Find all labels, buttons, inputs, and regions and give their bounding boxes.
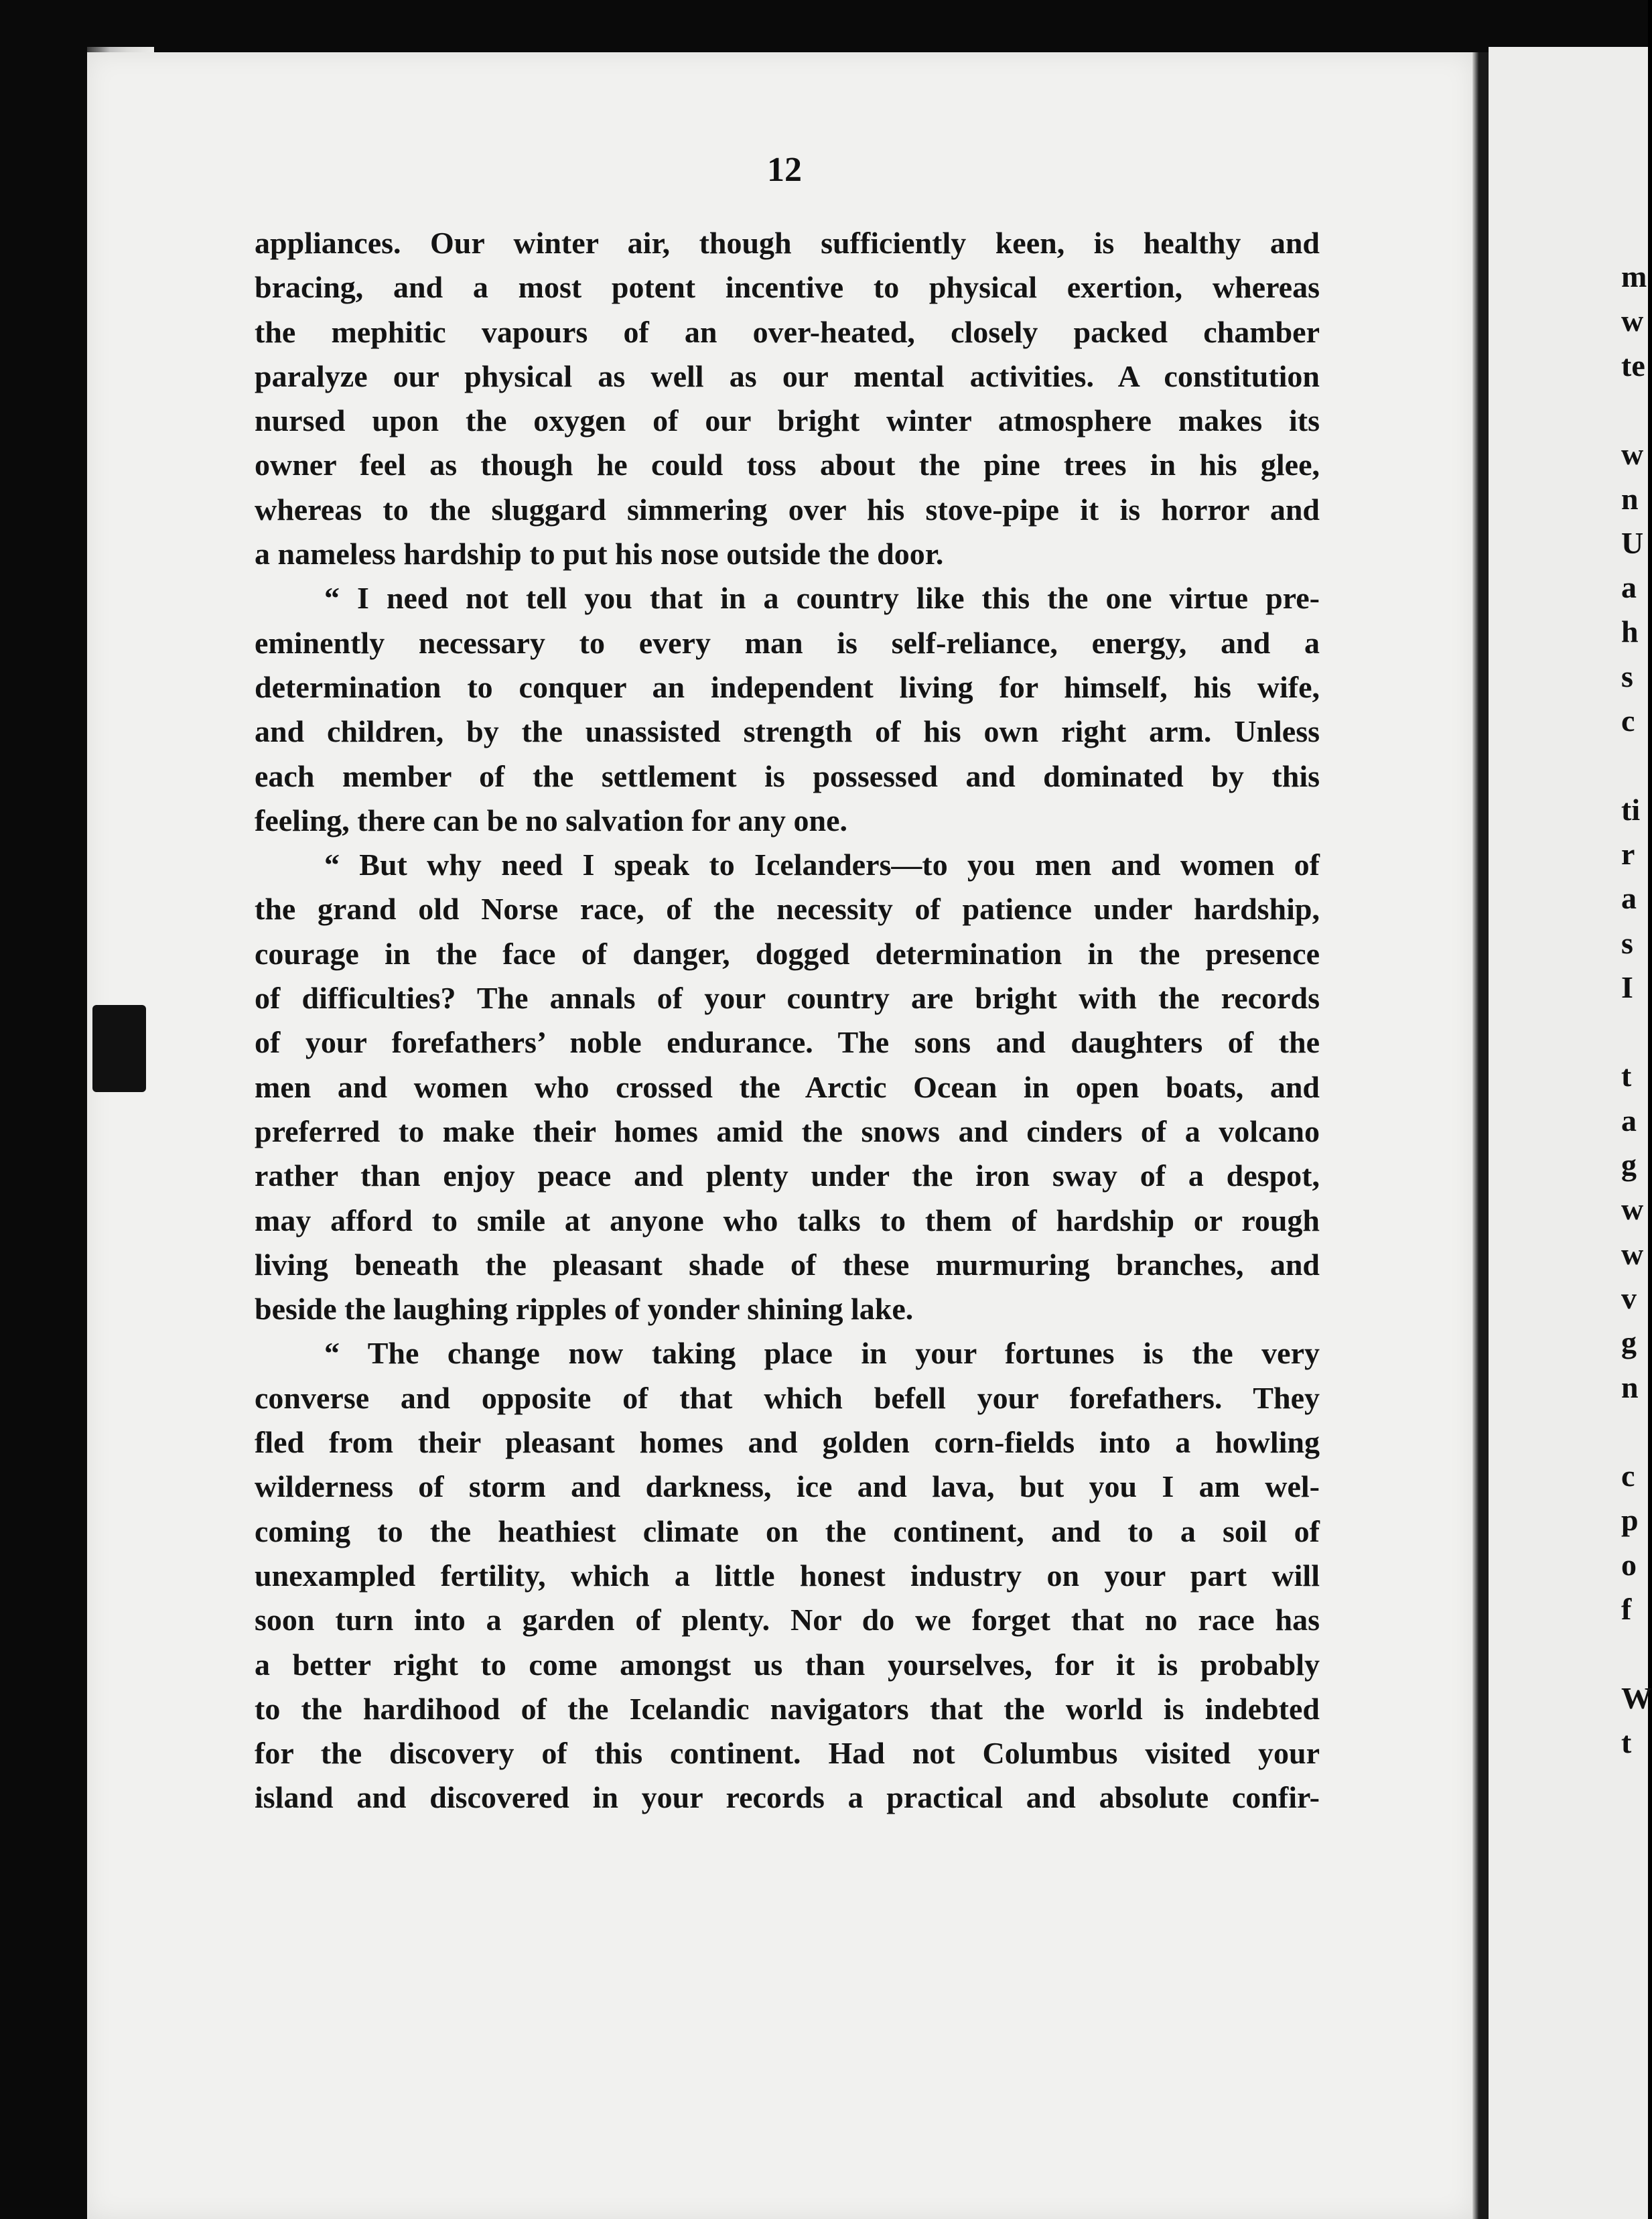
page-number: 12 [767, 151, 802, 189]
text-line: unexampled fertility, which a little honest industry on your part will [255, 1558, 1320, 1593]
page-gutter [1472, 52, 1489, 2219]
text-line: rather than enjoy peace and plenty under the iron sway of a despot, [255, 1158, 1320, 1193]
facing-page-fragment: f [1621, 1592, 1632, 1626]
facing-page-fragment: t [1621, 1059, 1632, 1093]
text-line: and children, by the unassisted strength of his own right arm. Unless [255, 714, 1320, 749]
text-line: the grand old Norse race, of the necessity of patience under hardship, [255, 892, 1320, 927]
text-line: men and women who crossed the Arctic Ocean in open boats, and [255, 1069, 1320, 1104]
text-line: nursed upon the oxygen of our bright winter atmosphere makes its [255, 403, 1320, 438]
text-line: determination to conquer an independent living for himself, his wife, [255, 669, 1320, 704]
facing-page-fragment: g [1621, 1148, 1637, 1182]
text-line: “ The change now taking place in your fortunes is the very [324, 1336, 1320, 1371]
body-text [255, 221, 1320, 1820]
text-line: island and discovered in your records a practical and absolute confir- [255, 1780, 1320, 1815]
facing-page-fragment: p [1621, 1503, 1639, 1538]
text-line: soon turn into a garden of plenty. Nor do we forget that no race has [255, 1603, 1320, 1637]
facing-page-fragment: m [1621, 259, 1647, 293]
text-line: for the discovery of this continent. Had not Columbus visited your [255, 1736, 1320, 1771]
text-line: “ I need not tell you that in a country like this the one virtue pre- [324, 581, 1320, 616]
text-line: fled from their pleasant homes and golden corn-fields into a howling [255, 1425, 1320, 1460]
facing-page-fragment: g [1621, 1325, 1637, 1360]
facing-page-fragment: w [1621, 1236, 1644, 1271]
facing-page-fragment: w [1621, 1192, 1644, 1227]
text-line: owner feel as though he could toss about the pine trees in his glee, [255, 448, 1320, 482]
facing-page-fragment: t [1621, 1725, 1632, 1759]
text-line: living beneath the pleasant shade of these murmuring branches, and [255, 1247, 1320, 1282]
text-line: eminently necessary to every man is self-reliance, energy, and a [255, 625, 1320, 660]
text-line: to the hardihood of the Icelandic navigators that the world is indebted [255, 1691, 1320, 1726]
facing-page-fragment: I [1621, 969, 1633, 1004]
facing-page-fragment: te [1621, 348, 1645, 383]
text-line: courage in the face of danger, dogged determination in the presence [255, 936, 1320, 971]
text-line: of your forefathers’ noble endurance. The sons and daughters of the [255, 1025, 1320, 1060]
facing-page-fragment: s [1621, 925, 1633, 960]
text-line: bracing, and a most potent incentive to physical exertion, whereas [255, 270, 1320, 305]
facing-page-fragment: a [1621, 570, 1637, 605]
text-line: “ But why need I speak to Icelanders—to you men and women of [324, 848, 1320, 882]
facing-page-fragment: c [1621, 1459, 1635, 1493]
facing-page-fragment: U [1621, 525, 1644, 560]
facing-page-fragment: s [1621, 659, 1633, 693]
facing-page-fragment: r [1621, 836, 1635, 871]
text-line: appliances. Our winter air, though sufficiently keen, is healthy and [255, 226, 1320, 260]
text-line: paralyze our physical as well as our mental activities. A constitution [255, 358, 1320, 393]
facing-page-fragment: w [1621, 437, 1644, 472]
binding-clip [92, 1005, 146, 1092]
facing-page-fragment: o [1621, 1547, 1637, 1582]
text-line: feeling, there can be no salvation for any one. [255, 803, 848, 837]
facing-page-fragment: ti [1621, 792, 1641, 827]
facing-page-fragment: n [1621, 1369, 1639, 1404]
text-line: converse and opposite of that which befell your forefathers. They [255, 1380, 1320, 1415]
facing-page-fragment: w [1621, 304, 1644, 338]
facing-page-fragment: a [1621, 1103, 1637, 1138]
text-line: preferred to make their homes amid the snows and cinders of a volcano [255, 1114, 1320, 1148]
text-line: beside the laughing ripples of yonder shining lake. [255, 1292, 914, 1327]
facing-page-fragment: h [1621, 614, 1639, 649]
facing-page-fragment: n [1621, 481, 1639, 516]
text-line: coming to the heathiest climate on the continent, and to a soil of [255, 1514, 1320, 1548]
text-line: whereas to the sluggard simmering over his stove-pipe it is horror and [255, 492, 1320, 527]
text-line: each member of the settlement is possessed and dominated by this [255, 758, 1320, 793]
facing-page-fragment: v [1621, 1280, 1637, 1315]
facing-page-fragment: c [1621, 703, 1635, 738]
facing-page-fragment: W [1621, 1680, 1652, 1715]
text-line: may afford to smile at anyone who talks to them of hardship or rough [255, 1203, 1320, 1237]
text-line: of difficulties? The annals of your country are bright with the records [255, 981, 1320, 1016]
text-line: a nameless hardship to put his nose outside the door. [255, 537, 944, 571]
text-line: a better right to come amongst us than yourselves, for it is probably [255, 1647, 1320, 1682]
facing-page-fragment: a [1621, 881, 1637, 916]
text-line: the mephitic vapours of an over-heated, closely packed chamber [255, 314, 1320, 349]
text-line: wilderness of storm and darkness, ice and lava, but you I am wel- [255, 1469, 1320, 1504]
